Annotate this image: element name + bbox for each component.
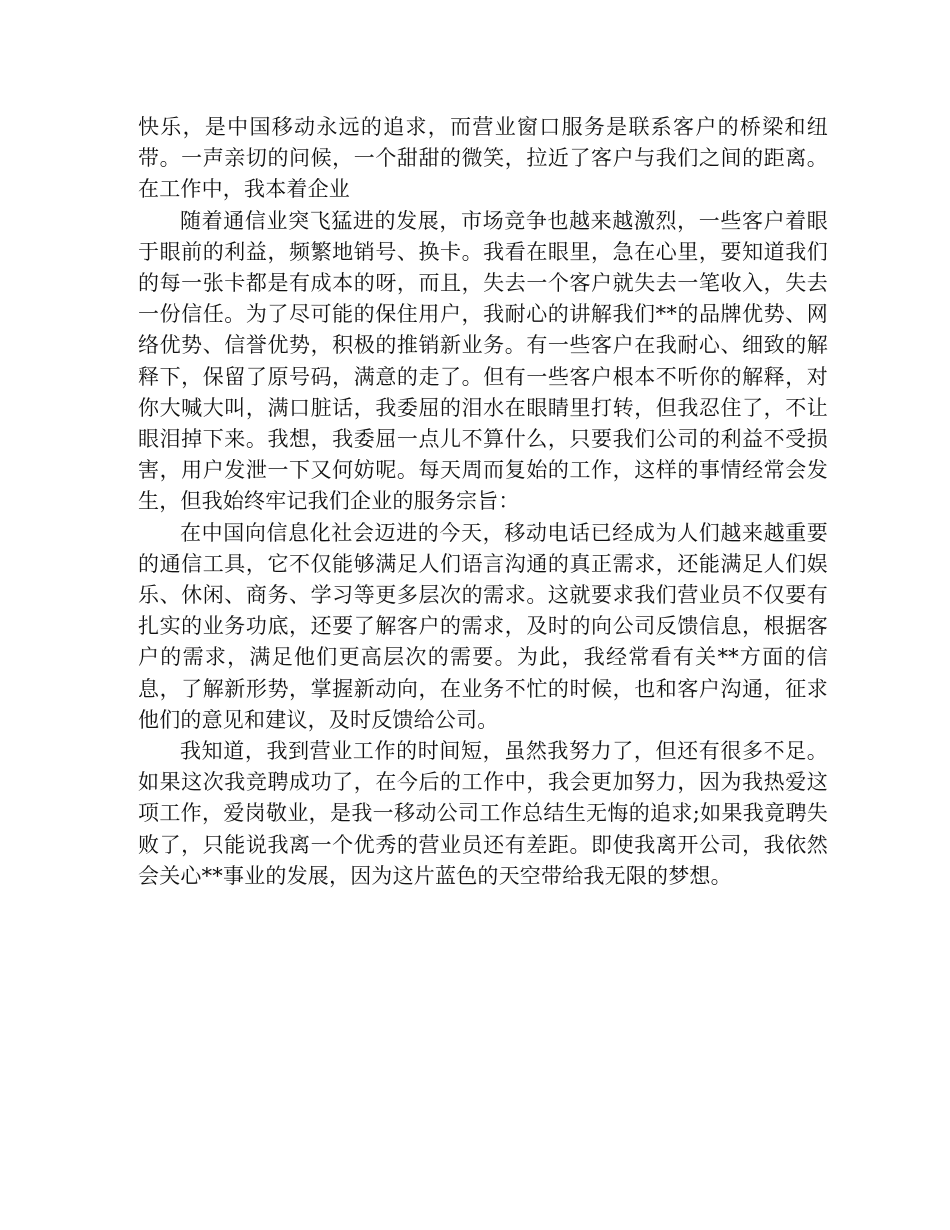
document-body (138, 112, 828, 892)
paragraph-1: 快乐，是中国移动永远的追求，而营业窗口服务是联系客户的桥梁和纽带。一声亲切的问候，一个甜甜的微笑，拉近了客户与我们之间的距离。在工作中，我本着企业 (138, 115, 828, 202)
paragraph-2: 随着通信业突飞猛进的发展，市场竞争也越来越激烈，一些客户着眼于眼前的利益，频繁地销号、换卡。我看在眼里，急在心里，要知道我们的每一张卡都是有成本的呀，而且，失去一个客户就失去一笔收入，失去一份信任。为了尽可能的保住用户，我耐心的讲解我们**的品牌优势、网络优势、信誉优势，积极的推销新业务。有一些客户在我耐心、细致的解释下，保留了原号码，满意的走了。但有一些客户根本不听你的解释，对你大喊大叫，满口脏话，我委屈的泪水在眼睛里打转，但我忍住了，不让眼泪掉下来。我想，我委屈一点儿不算什么，只要我们公司的利益不受损害，用户发泄一下又何妨呢。每天周而复始的工作，这样的事情经常会发生，但我始终牢记我们企业的服务宗旨： (138, 208, 828, 514)
paragraph-4: 我知道，我到营业工作的时间短，虽然我努力了，但还有很多不足。如果这次我竞聘成功了，在今后的工作中，我会更加努力，因为我热爱这项工作，爱岗敬业，是我一移动公司工作总结生无悔的追求;如果我竟聘失败了，只能说我离一个优秀的营业员还有差距。即使我离开公司，我依然会关心**事业的发展，因为这片蓝色的天空带给我无限的梦想。 (138, 739, 828, 888)
paragraph-3: 在中国向信息化社会迈进的今天，移动电话已经成为人们越来越重要的通信工具，它不仅能够满足人们语言沟通的真正需求，还能满足人们娱乐、休闲、商务、学习等更多层次的需求。这就要求我们营业员不仅要有扎实的业务功底，还要了解客户的需求，及时的向公司反馈信息，根据客户的需求，满足他们更高层次的需要。为此，我经常看有关**方面的信息，了解新形势，掌握新动向，在业务不忙的时候，也和客户沟通，征求他们的意见和建议，及时反馈给公司。 (138, 520, 828, 732)
